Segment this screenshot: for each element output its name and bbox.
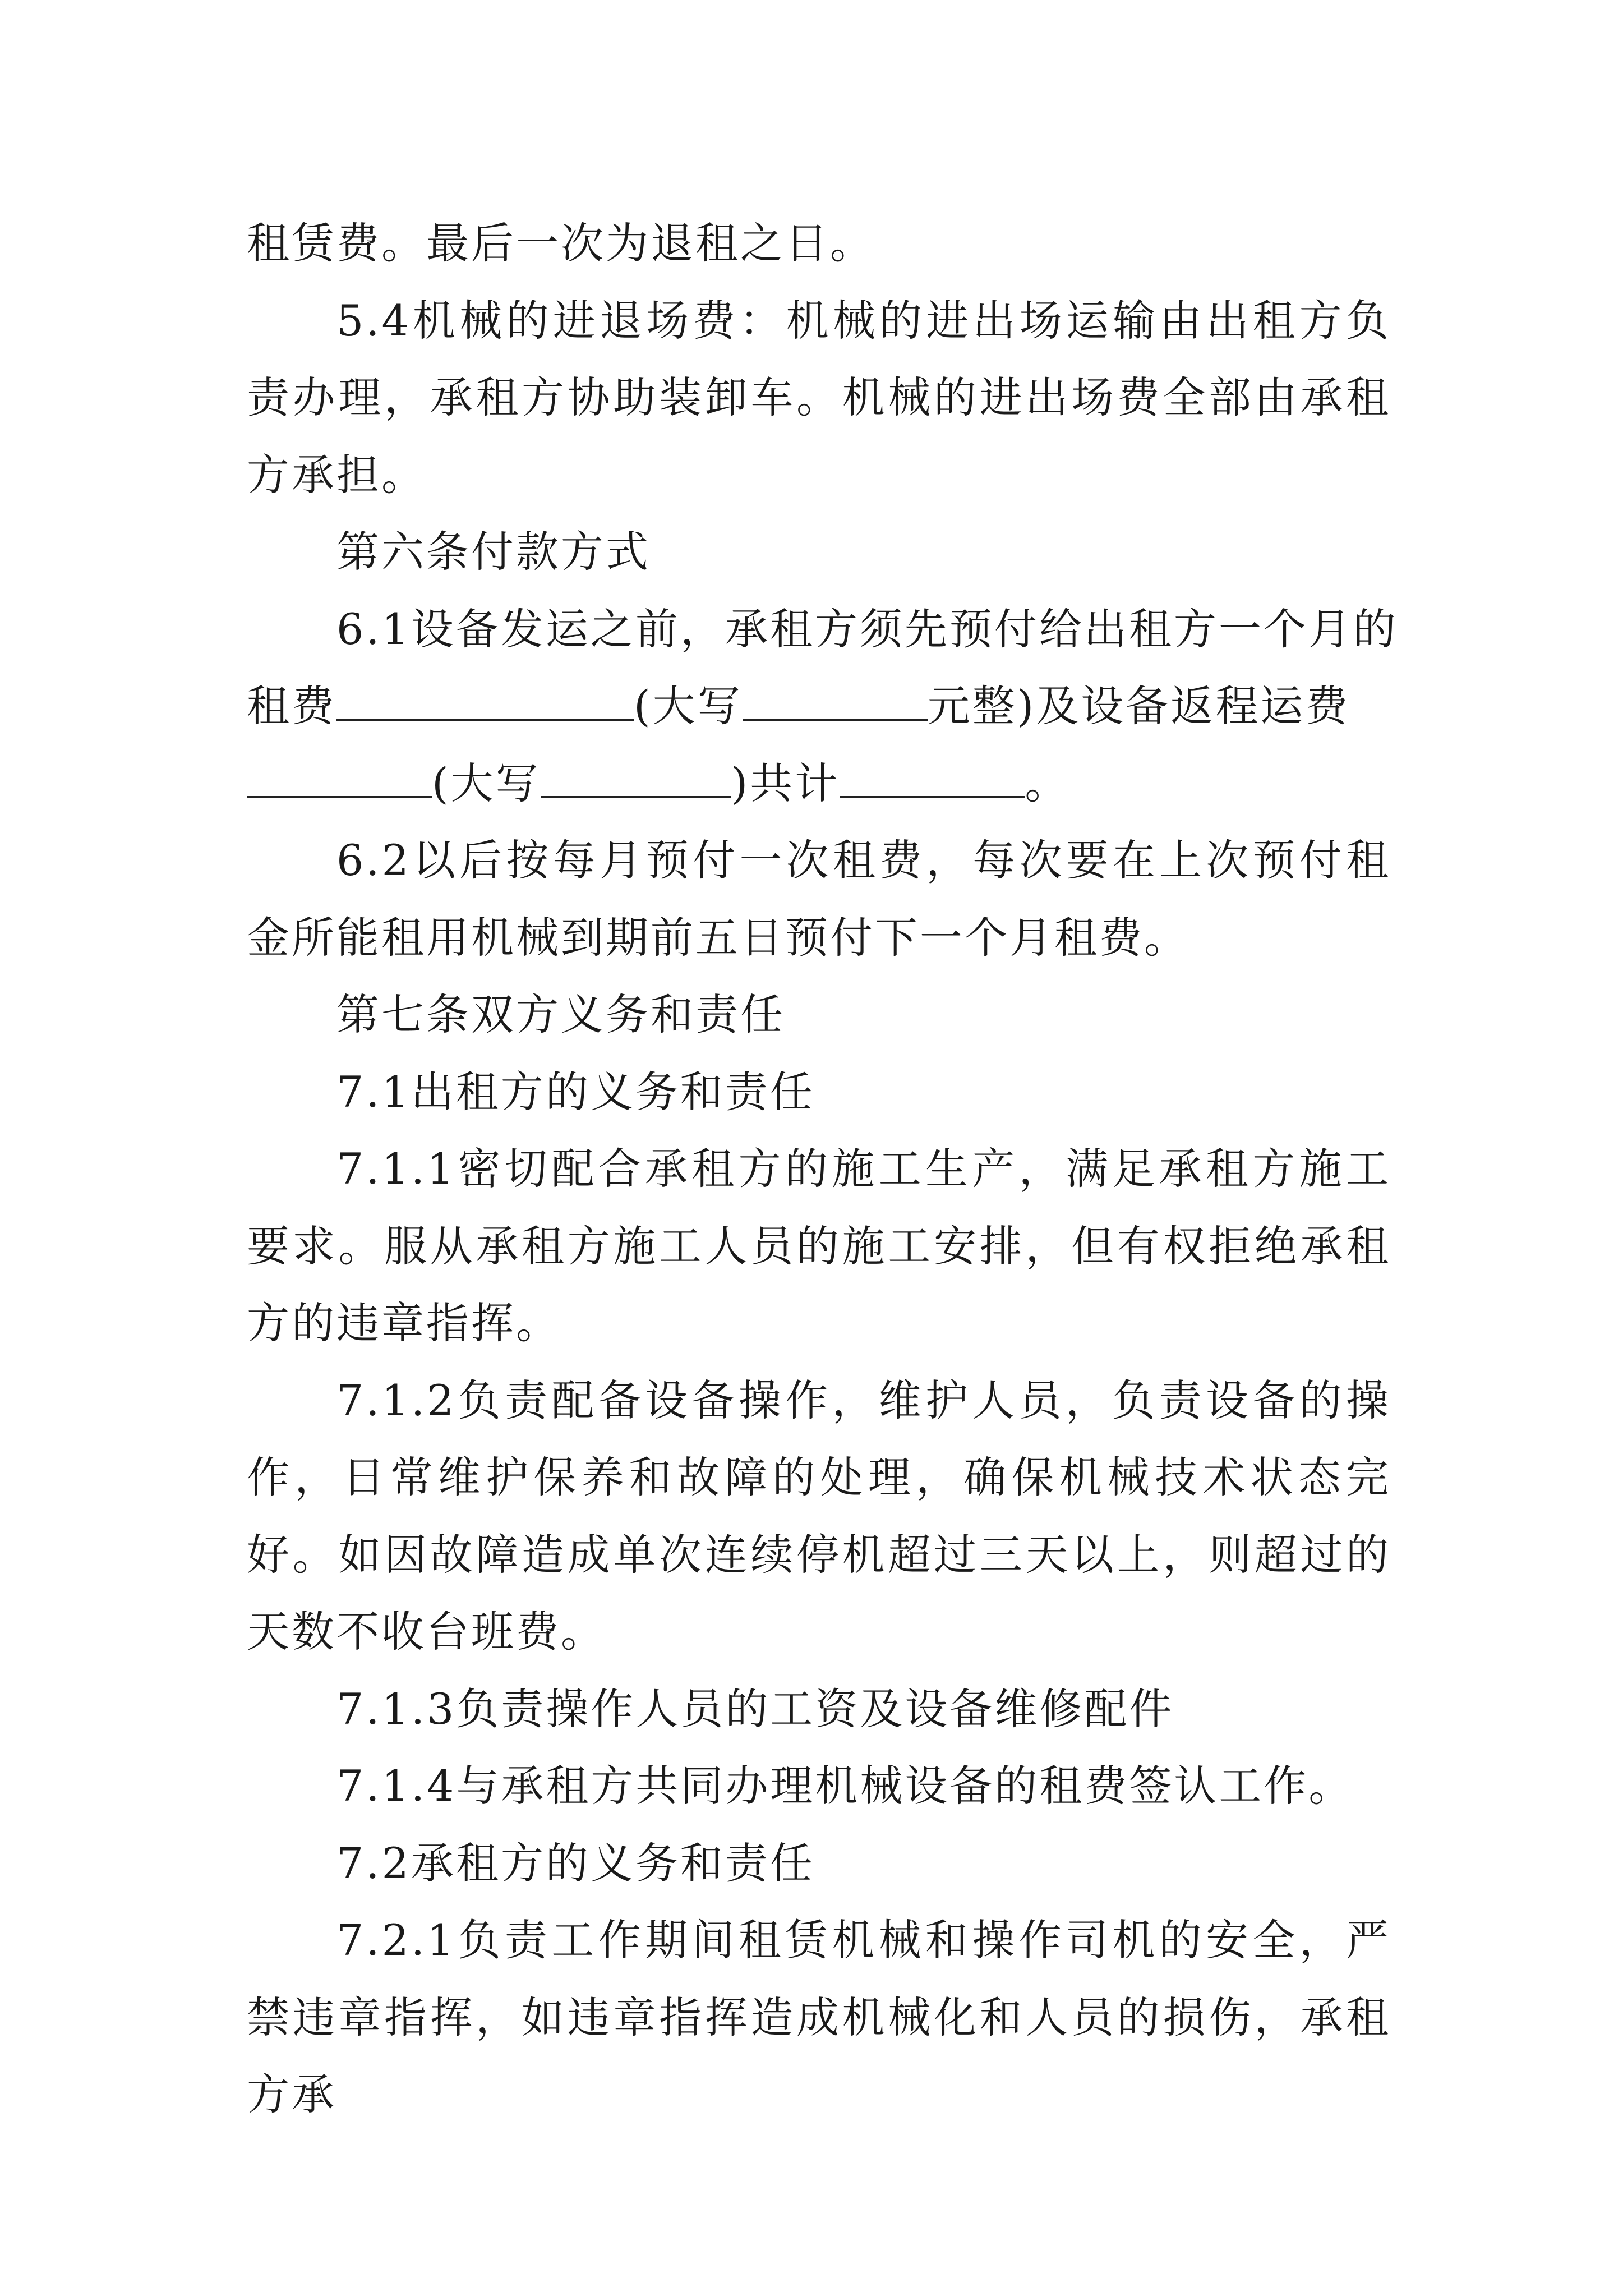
rent-capital-blank: [743, 686, 928, 721]
paragraph-7-1-4: 7.1.4与承租方共同办理机械设备的租费签认工作。: [336, 1761, 1354, 1811]
heading-article-6-payment: 第六条付款方式: [336, 527, 651, 577]
heading-7-1-lessor: 7.1出租方的义务和责任: [336, 1066, 815, 1117]
paragraph-6-1-prepayment: [247, 591, 1398, 822]
heading-article-7-obligations: 第七条双方义务和责任: [336, 990, 785, 1039]
document-body: [247, 205, 1398, 2133]
total-amount-blank: [840, 763, 1025, 798]
paragraph-7-1-2: 7.1.2负责配备设备操作，维护人员，负责设备的操作，日常维护保养和故障的处理，确保机械技术状态完好。如因故障造成单次连续停机超过三天以上，则超过的天数不收台班费。: [247, 1375, 1391, 1657]
paragraph-7-2-1: 7.2.1负责工作期间租赁机械和操作司机的安全，严禁违章指挥，如违章指挥造成机械化和人员的损伤，承租方承: [247, 1915, 1391, 2119]
capital-label-1: (大写: [634, 681, 743, 731]
paragraph-7-1-1: 7.1.1密切配合承租方的施工生产，满足承租方施工要求。服从承租方施工人员的施工安排，但有权拒绝承租方的违章指挥。: [247, 1144, 1391, 1348]
return-freight-label: 元整)及设备返程运费: [927, 681, 1350, 731]
paragraph-6-1-line-3: [247, 745, 1391, 822]
rent-amount-blank: [336, 686, 634, 721]
paragraph-6-2-monthly-prepay: 6.2以后按每月预付一次租费，每次要在上次预付租金所能租用机械到期前五日预付下一个月租费。: [247, 835, 1391, 963]
period-mark: 。: [1025, 758, 1070, 808]
rent-label: 租费: [247, 681, 336, 731]
paragraph-6-1-line-2: [247, 668, 1391, 745]
paragraph-rent-fee-end: 租赁费。最后一次为退租之日。: [247, 218, 875, 268]
heading-7-2-lessee: 7.2承租方的义务和责任: [336, 1838, 815, 1888]
paragraph-5-4-entry-exit-fee: 5.4机械的进退场费：机械的进出场运输由出租方负责办理，承租方协助装卸车。机械的进出场费全部由承租方承担。: [247, 295, 1391, 500]
total-label: )共计: [731, 758, 840, 808]
capital-label-2: (大写: [432, 758, 541, 808]
paragraph-7-1-3: 7.1.3负责操作人员的工资及设备维修配件: [336, 1683, 1174, 1734]
paragraph-6-1-line-1: 6.1设备发运之前，承租方须先预付给出租方一个月的: [336, 604, 1398, 654]
freight-capital-blank: [541, 763, 731, 798]
freight-amount-blank: [247, 763, 432, 798]
